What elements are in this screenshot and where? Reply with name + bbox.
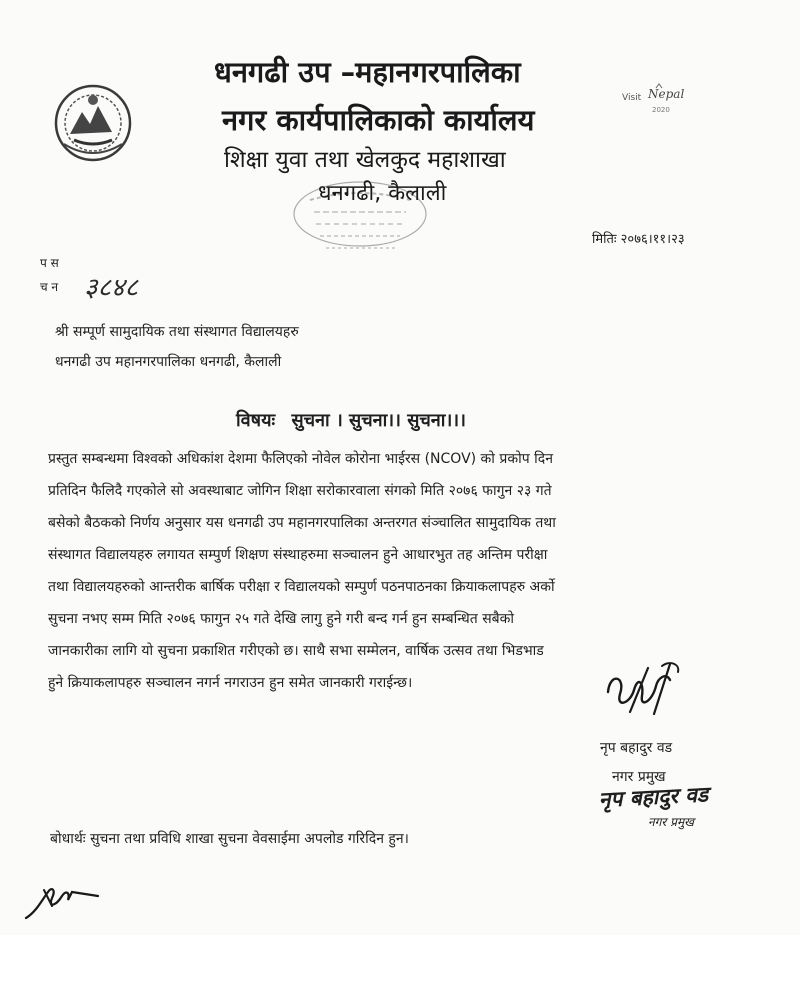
nepal-government-emblem-icon <box>52 82 134 164</box>
visit-nepal-logo <box>612 82 702 122</box>
patra-sankhya-label: प स <box>40 256 59 270</box>
body-line: सुचना नभए सम्म मिति २०७६ फागुन २५ गते देखि लागु हुने गरी बन्द गर्न हुन सम्बन्धित सबैको <box>48 611 515 627</box>
addressee-line-2: धनगढी उप महानगरपालिका धनगढी, कैलाली <box>55 354 282 370</box>
initial-signature <box>22 882 102 924</box>
body-line: संस्थागत विद्यालयहरु लगायत सम्पुर्ण शिक्षण संस्थाहरुमा सञ्चालन हुने आधारभुत तह अन्तिम परीक्षा <box>48 547 548 563</box>
chalani-label: च न <box>40 280 59 294</box>
body-line: जानकारीका लागि यो सुचना प्रकाशित गरीएको छ। साथै सभा सम्मेलन, वार्षिक उत्सव तथा भिडभाड <box>48 643 544 659</box>
header-office: नगर कार्यपालिकाको कार्यालय <box>222 103 535 137</box>
chalani-number: ३८४८ <box>84 273 139 303</box>
svg-text:2020: 2020 <box>652 106 670 114</box>
header-municipality: धनगढी उप –महानगरपालिका <box>214 55 521 89</box>
header-location: धनगढी, कैलाली <box>318 181 447 206</box>
cc-note: बोधार्थः सुचना तथा प्रविधि शाखा सुचना वेवसाईमा अपलोड गरिदिन हुन। <box>50 831 409 847</box>
body-line: प्रस्तुत सम्बन्धमा विश्वको अधिकांश देशमा फैलिएको नोवेल कोरोना भाईरस (NCOV) को प्रकोप दिन <box>48 451 553 467</box>
mayor-signature <box>600 652 690 732</box>
body-line: हुने क्रियाकलापहरु सञ्चालन नगर्न नगराउन हुन समेत जानकारी गराईन्छ। <box>48 675 413 691</box>
addressee-line-1: श्री सम्पूर्ण सामुदायिक तथा संस्थागत विद्यालयहरु <box>55 324 299 340</box>
svg-text:Visit: Visit <box>622 93 642 103</box>
body-line: बसेको बैठकको निर्णय अनुसार यस धनगढी उप महानगरपालिका अन्तरगत संञ्चालित सामुदायिक तथा <box>48 515 556 531</box>
body-line: प्रतिदिन फैलिदै गएकोले सो अवस्थाबाट जोगिन शिक्षा सरोकारवाला संगको मिति २०७६ फागुन २३ गते <box>48 483 552 499</box>
seal-role: नगर प्रमुख <box>648 815 694 829</box>
signatory-name: नृप बहादुर वड <box>600 740 673 756</box>
body-line: तथा विद्यालयहरुको आन्तरीक बार्षिक परीक्षा र विद्यालयको सम्पुर्ण पठनपाठनका क्रियाकलापहरु अर्को <box>48 579 555 595</box>
subject-line <box>236 408 466 432</box>
bottom-margin <box>0 935 800 987</box>
svg-text:Nepal: Nepal <box>648 87 685 101</box>
seal-name: नृप बहादुर वड <box>598 782 709 812</box>
subject-text: सुचना । सुचना।। सुचना।।। <box>291 410 466 431</box>
subject-label: विषयः <box>236 410 276 431</box>
letter-date: मितिः २०७६।११।२३ <box>592 232 685 247</box>
signatory-role: नगर प्रमुख <box>612 769 666 785</box>
header-division: शिक्षा युवा तथा खेलकुद महाशाखा <box>224 147 506 173</box>
